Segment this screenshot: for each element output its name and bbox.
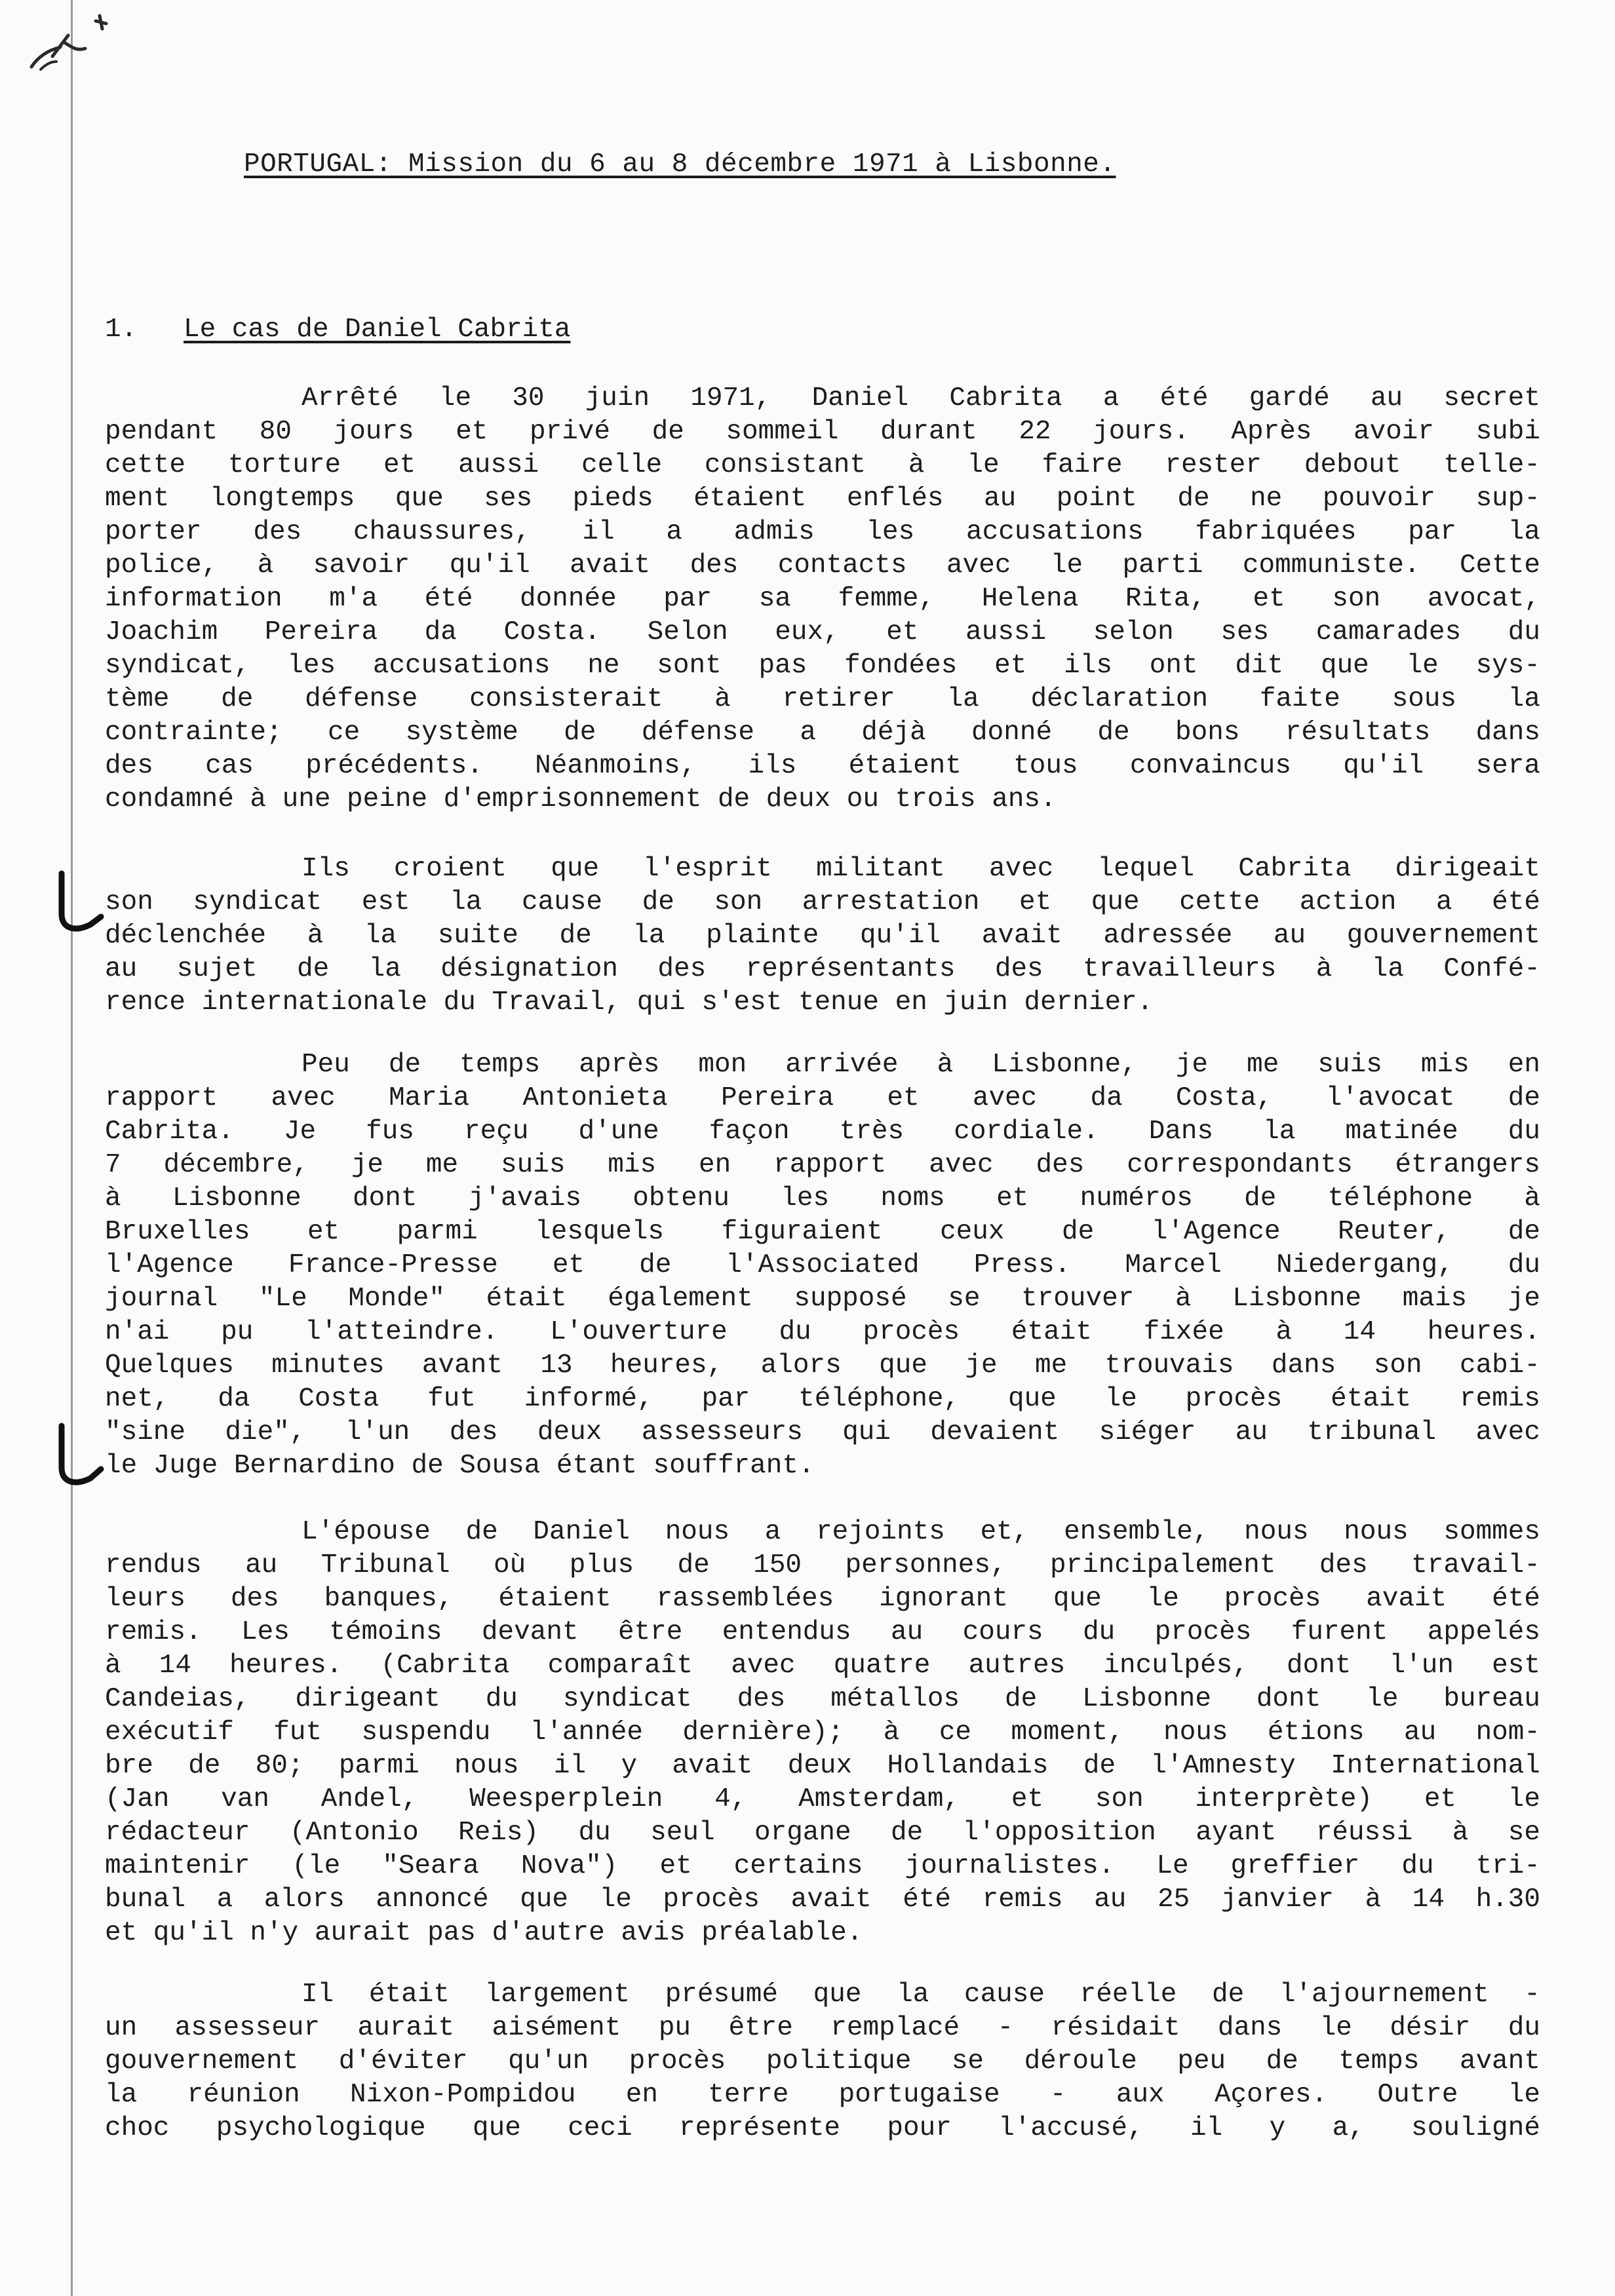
text-line: Candeias, dirigeant du syndicat des métallos de Lisbonne dont le bureau [105, 1684, 1540, 1714]
text-line: exécutif fut suspendu l'année dernière); à ce moment, nous étions au nom- [105, 1717, 1540, 1748]
text-line: pendant 80 jours et privé de sommeil durant 22 jours. Après avoir subi [105, 417, 1540, 447]
text-line: et qu'il n'y aurait pas d'autre avis préalable. [105, 1918, 863, 1948]
paragraph-3 [105, 1048, 1540, 1483]
text-line: rapport avec Maria Antonieta Pereira et avec da Costa, l'avocat de [105, 1083, 1540, 1113]
text-line: Joachim Pereira da Costa. Selon eux, et aussi selon ses camarades du [105, 617, 1540, 647]
text-line: Bruxelles et parmi lesquels figuraient ceux de l'Agence Reuter, de [105, 1217, 1540, 1247]
text-line: "sine die", l'un des deux assesseurs qui devaient siéger au tribunal avec [105, 1417, 1540, 1447]
text-line: rendus au Tribunal où plus de 150 personnes, principalement des travail- [105, 1550, 1540, 1580]
text-line: des cas précédents. Néanmoins, ils étaient tous convaincus qu'il sera [105, 751, 1540, 781]
text-line: un assesseur aurait aisément pu être remplacé - résidait dans le désir du [105, 2013, 1540, 2043]
text-line: syndicat, les accusations ne sont pas fondées et ils ont dit que le sys- [105, 651, 1540, 681]
text-line: son syndicat est la cause de son arrestation et que cette action a été [105, 887, 1540, 917]
text-line: tème de défense consisterait à retirer la déclaration faite sous la [105, 684, 1540, 714]
text-line: déclenchée à la suite de la plainte qu'il avait adressée au gouvernement [105, 921, 1540, 951]
text-line: Peu de temps après mon arrivée à Lisbonne, je me suis mis en [302, 1050, 1540, 1080]
text-line: bunal a alors annoncé que le procès avait été remis au 25 janvier à 14 h.30 [105, 1885, 1540, 1915]
section-number: 1. [105, 315, 138, 345]
paragraph-1 [105, 382, 1540, 816]
text-line: à 14 heures. (Cabrita comparaît avec quatre autres inculpés, dont l'un est [105, 1651, 1540, 1681]
document-title: PORTUGAL: Mission du 6 au 8 décembre 1971 à Lisbonne. [244, 149, 1116, 180]
text-line: information m'a été donnée par sa femme, Helena Rita, et son avocat, [105, 584, 1540, 614]
text-line: maintenir (le "Seara Nova") et certains journalistes. Le greffier du tri- [105, 1851, 1540, 1881]
corner-scribble-mark [26, 9, 111, 81]
text-line: rédacteur (Antonio Reis) du seul organe de l'opposition ayant réussi à se [105, 1818, 1540, 1848]
text-line: choc psychologique que ceci représente pour l'accusé, il y a, souligné [105, 2113, 1540, 2143]
text-line: remis. Les témoins devant être entendus au cours du procès furent appelés [105, 1617, 1540, 1647]
text-line: le Juge Bernardino de Sousa étant souffrant. [105, 1451, 815, 1481]
text-line: leurs des banques, étaient rassemblées ignorant que le procès avait été [105, 1584, 1540, 1614]
text-line: n'ai pu l'atteindre. L'ouverture du procès était fixée à 14 heures. [105, 1317, 1540, 1347]
text-line: net, da Costa fut informé, par téléphone, que le procès était remis [105, 1384, 1540, 1414]
text-line: Cabrita. Je fus reçu d'une façon très cordiale. Dans la matinée du [105, 1117, 1540, 1147]
paragraph-5 [105, 1978, 1540, 2145]
text-line: contrainte; ce système de défense a déjà donné de bons résultats dans [105, 718, 1540, 748]
paragraph-2 [105, 852, 1540, 1020]
paragraph-4 [105, 1516, 1540, 1950]
section-heading [105, 315, 571, 345]
text-line: Ils croient que l'esprit militant avec lequel Cabrita dirigeait [302, 854, 1540, 884]
text-line: à Lisbonne dont j'avais obtenu les noms et numéros de téléphone à [105, 1183, 1540, 1214]
text-line: Arrêté le 30 juin 1971, Daniel Cabrita a été gardé au secret [302, 383, 1540, 413]
text-line: ment longtemps que ses pieds étaient enflés au point de ne pouvoir sup- [105, 484, 1540, 514]
text-line: cette torture et aussi celle consistant à le faire rester debout telle- [105, 450, 1540, 480]
text-line: (Jan van Andel, Weesperplein 4, Amsterdam, et son interprète) et le [105, 1784, 1540, 1814]
text-line: 7 décembre, je me suis mis en rapport avec des correspondants étrangers [105, 1150, 1540, 1180]
text-line: Il était largement présumé que la cause réelle de l'ajournement - [302, 1980, 1540, 2010]
text-line: bre de 80; parmi nous il y avait deux Hollandais de l'Amnesty International [105, 1751, 1540, 1781]
margin-bracket-mark-2 [47, 1421, 113, 1493]
text-line: police, à savoir qu'il avait des contacts avec le parti communiste. Cette [105, 550, 1540, 581]
text-line: la réunion Nixon-Pompidou en terre portugaise - aux Açores. Outre le [105, 2080, 1540, 2110]
text-line: porter des chaussures, il a admis les accusations fabriquées par la [105, 517, 1540, 547]
section-heading-text: Le cas de Daniel Cabrita [184, 315, 571, 345]
text-line: L'épouse de Daniel nous a rejoints et, ensemble, nous nous sommes [302, 1517, 1540, 1547]
text-line: au sujet de la désignation des représentants des travailleurs à la Confé- [105, 954, 1540, 984]
text-line: rence internationale du Travail, qui s'est tenue en juin dernier. [105, 987, 1154, 1018]
text-line: l'Agence France-Presse et de l'Associated Press. Marcel Niedergang, du [105, 1250, 1540, 1280]
text-line: Quelques minutes avant 13 heures, alors que je me trouvais dans son cabi- [105, 1350, 1540, 1381]
left-margin-rule [71, 0, 73, 2296]
text-line: journal "Le Monde" était également supposé se trouver à Lisbonne mais je [105, 1284, 1540, 1314]
text-line: gouvernement d'éviter qu'un procès politique se déroule peu de temps avant [105, 2046, 1540, 2076]
margin-bracket-mark-1 [47, 868, 113, 940]
text-line: condamné à une peine d'emprisonnement de deux ou trois ans. [105, 784, 1057, 814]
